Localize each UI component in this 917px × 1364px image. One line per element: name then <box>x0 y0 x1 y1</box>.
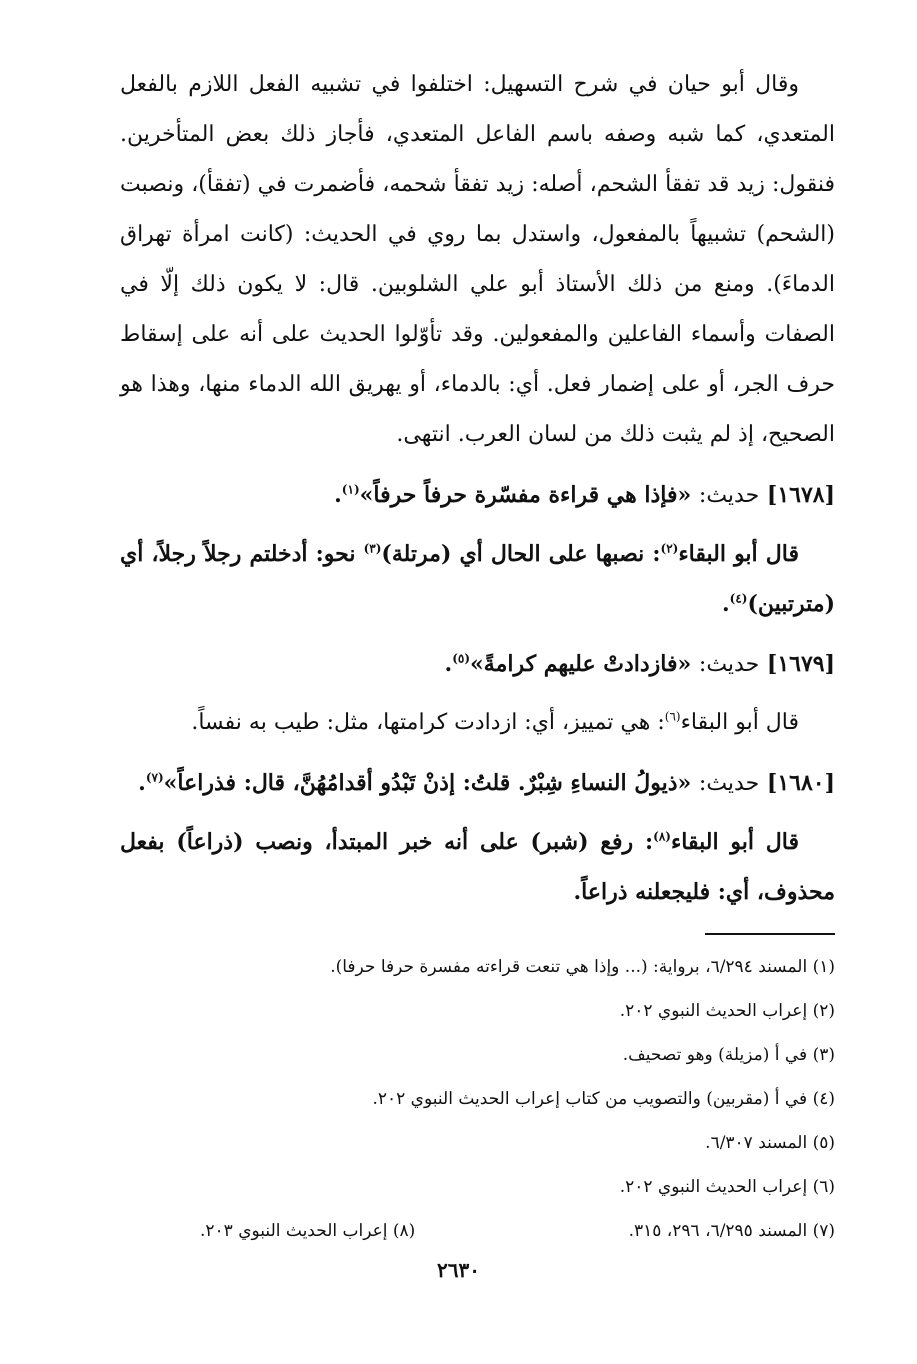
entry-number: [١٦٧٨] <box>766 482 835 508</box>
footnote-4: (٤) في أ (مقربين) والتصويب من كتاب إعراب الحديث النبوي ٢٠٢. <box>372 1089 835 1109</box>
page-number: ٢٦٣٠ <box>437 1258 480 1282</box>
footnote-5: (٥) المسند ٦/٣٠٧. <box>705 1133 835 1153</box>
page-body <box>120 60 835 917</box>
footnote-ref: (٤) <box>729 591 748 606</box>
entry-number: [١٦٨٠] <box>766 770 835 796</box>
commentary-lead: قال أبو البقاء <box>670 829 799 855</box>
commentary-end: . <box>721 591 730 617</box>
hadith-text: «فازدادتْ عليهم كرامةً» <box>470 651 692 677</box>
hadith-entry-1679 <box>120 639 835 690</box>
footnote-1: (١) المسند ٦/٢٩٤، برواية: (... وإذا هي تنعت قراءته مفسرة حرفا حرفا). <box>330 957 835 977</box>
commentary-1680 <box>120 817 835 917</box>
commentary-1679 <box>120 698 835 748</box>
footnote-ref: (٢) <box>660 541 679 556</box>
entry-number: [١٦٧٩] <box>766 651 835 677</box>
hadith-text: «فإذا هي قراءة مفسّرة حرفاً حرفاً» <box>359 482 692 508</box>
footnote-row-7-8 <box>120 1209 835 1253</box>
commentary-text: : هي تمييز، أي: ازدادت كرامتها، مثل: طيب به نفساً. <box>191 710 665 735</box>
hadith-text: «ذيولُ النساءِ شِبْرٌ. قلتُ: إذنْ تَبْدُو أقدامُهُنَّ، قال: فذراعاً» <box>163 770 692 796</box>
footnote-6: (٦) إعراب الحديث النبوي ٢٠٢. <box>619 1177 835 1197</box>
entry-end: . <box>444 651 453 677</box>
footnote-ref: (٧) <box>145 770 164 785</box>
footnote-ref: (٣) <box>363 541 382 556</box>
commentary-text: نحو: أدخلتم رجلاً رجلاً، أي (مترتبين) <box>120 541 835 617</box>
paragraph-abu-hayyan: وقال أبو حيان في شرح التسهيل: اختلفوا في تشبيه الفعل اللازم بالفعل المتعدي، كما شبه وصفه باسم الفاعل المتعدي، فأجاز ذلك بعض المتأخرين. فنقول: زيد قد تفقأ الشحم، أصله: زيد تفقأ شحمه، فأضمرت في (تفقأ)، ونصبت (الشحم) تشبيهاً بالمفعول، واستدل بما روي في الحديث: (كانت امرأة تهراق الدماءَ). ومنع من ذلك الأستاذ أبو علي الشلوبين. قال: لا يكون ذلك إلّا في الصفات وأسماء الفاعلين والمفعولين. وقد تأوّلوا الحديث على أنه على إسقاط حرف الجر، أو على إضمار فعل. أي: بالدماء، أو يهريق الله الدماء منها، وهذا هو الصحيح، إذ لم يثبت ذلك من لسان العرب. انتهى. <box>120 72 835 447</box>
footnote-8: (٨) إعراب الحديث النبوي ٢٠٣. <box>200 1221 416 1241</box>
footnote-7: (٧) المسند ٦/٢٩٥، ٢٩٦، ٣١٥. <box>628 1221 835 1241</box>
footnote-ref: (٥) <box>452 651 471 666</box>
footnote-separator <box>705 933 835 935</box>
entry-end: . <box>334 482 342 508</box>
commentary-lead: قال أبو البقاء <box>678 541 799 567</box>
entry-end: . <box>138 770 146 796</box>
commentary-lead: قال أبو البقاء <box>680 710 799 735</box>
commentary-text: : رفع (شبر) على أنه خبر المبتدأ، ونصب (ذراعاً) بفعل محذوف، أي: فليجعلنه ذراعاً. <box>120 829 835 905</box>
footnote-ref: (٦) <box>664 709 681 724</box>
footnote-3: (٣) في أ (مزيلة) وهو تصحيف. <box>622 1045 835 1065</box>
hadith-entry-1678 <box>120 470 835 521</box>
commentary-text: : نصبها على الحال أي (مرتلة) <box>381 541 661 567</box>
footnote-ref: (١) <box>341 482 360 497</box>
footnote-ref: (٨) <box>653 829 671 844</box>
footnotes <box>120 945 835 1253</box>
hadith-entry-1680 <box>120 758 835 809</box>
entry-label: حديث: <box>698 771 760 796</box>
footnote-2: (٢) إعراب الحديث النبوي ٢٠٢. <box>619 1001 835 1021</box>
entry-label: حديث: <box>698 483 760 508</box>
entry-label: حديث: <box>698 652 760 677</box>
commentary-1678 <box>120 529 835 629</box>
